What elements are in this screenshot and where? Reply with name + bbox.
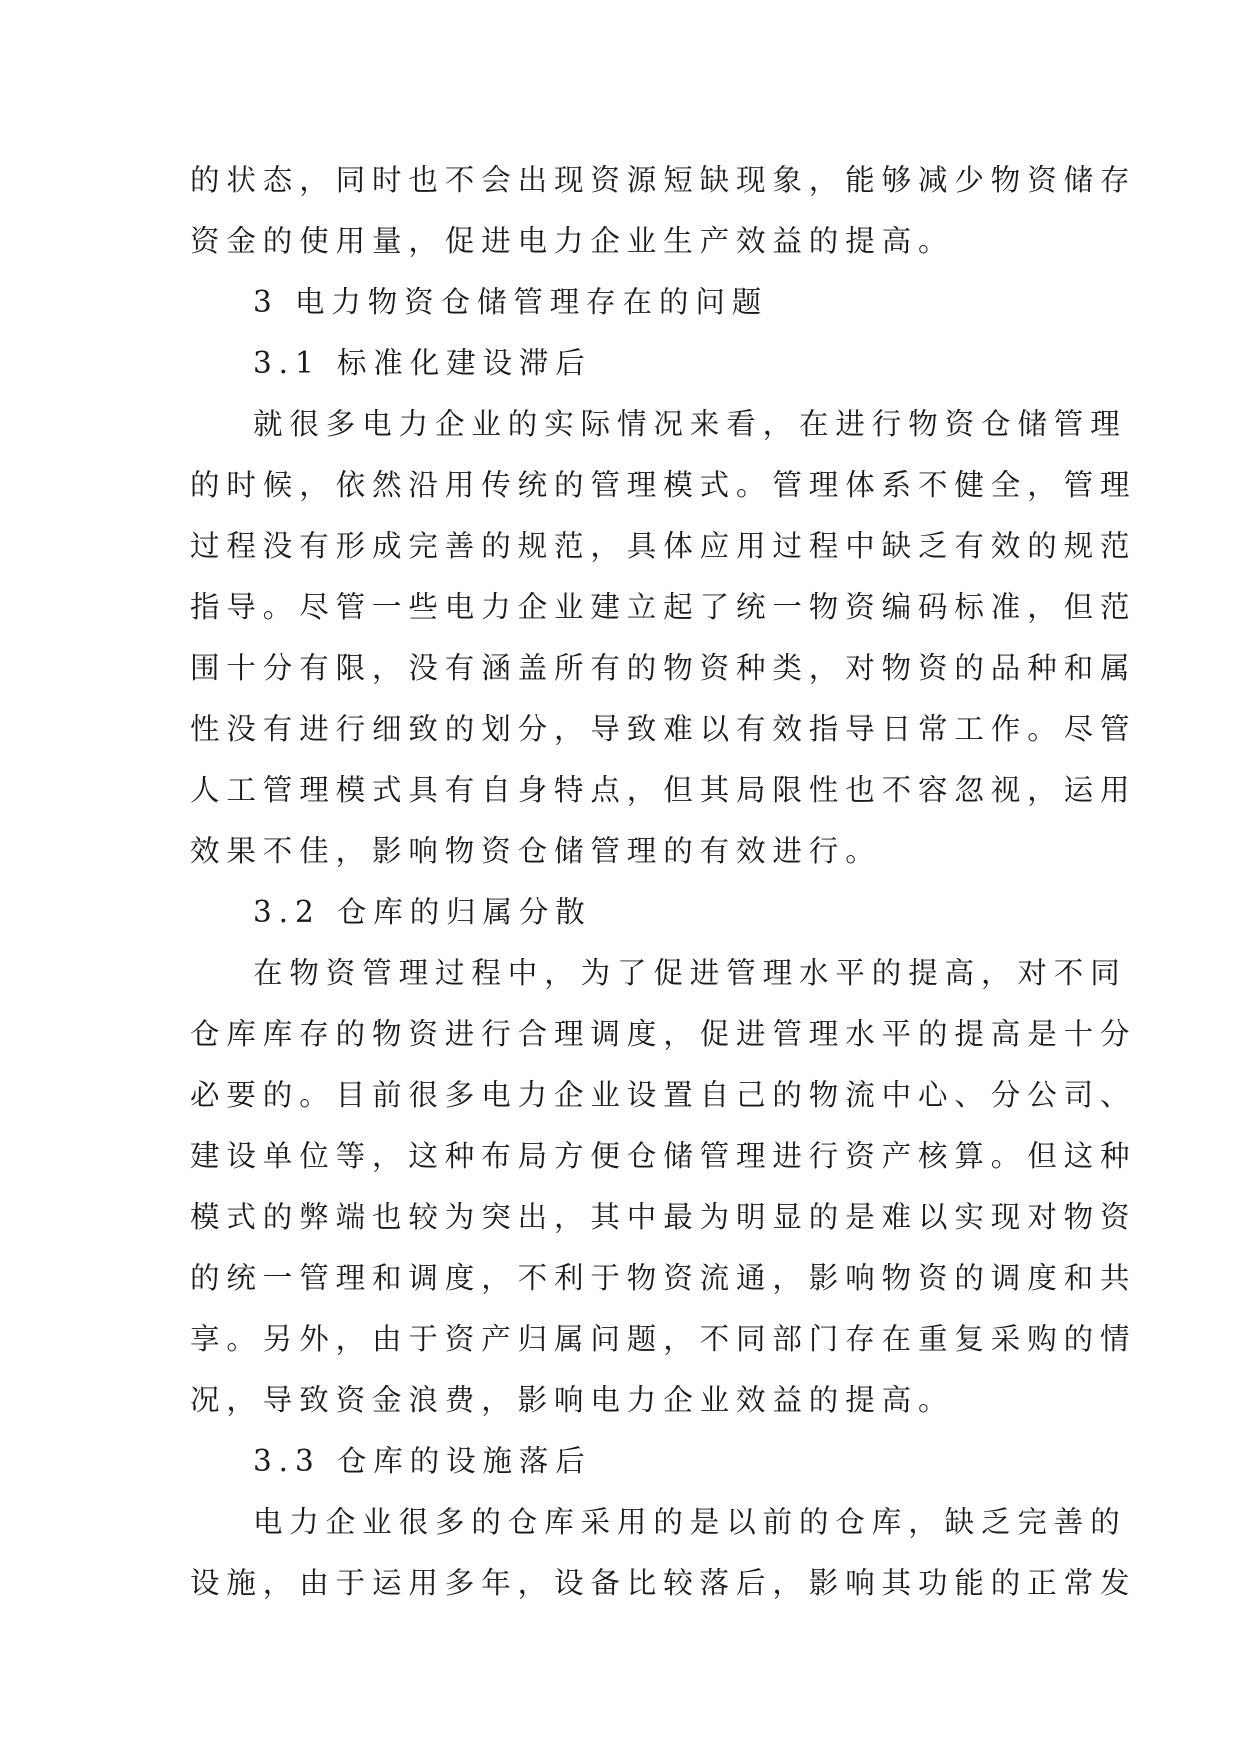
body-text-line: 就很多电力企业的实际情况来看，在进行物资仓储管理 bbox=[253, 407, 1127, 441]
body-text-line: 况，导致资金浪费，影响电力企业效益的提高。 bbox=[190, 1383, 955, 1417]
subsection-heading: 3.3 仓库的设施落后 bbox=[253, 1444, 592, 1478]
body-text-line: 享。另外，由于资产归属问题，不同部门存在重复采购的情 bbox=[190, 1322, 1137, 1356]
body-text-line: 的状态，同时也不会出现资源短缺现象，能够减少物资储存 bbox=[190, 163, 1137, 197]
body-text-line: 模式的弊端也较为突出，其中最为明显的是难以实现对物资 bbox=[190, 1200, 1137, 1234]
body-text-line: 的统一管理和调度，不利于物资流通，影响物资的调度和共 bbox=[190, 1261, 1137, 1295]
body-text-line: 的时候，依然沿用传统的管理模式。管理体系不健全，管理 bbox=[190, 468, 1137, 502]
body-text-line: 必要的。目前很多电力企业设置自己的物流中心、分公司、 bbox=[190, 1078, 1137, 1112]
body-text-line: 指导。尽管一些电力企业建立起了统一物资编码标准，但范 bbox=[190, 590, 1137, 624]
subsection-heading: 3.1 标准化建设滞后 bbox=[253, 346, 592, 380]
subsection-heading: 3.2 仓库的归属分散 bbox=[253, 895, 592, 929]
body-text-line: 设施，由于运用多年，设备比较落后，影响其功能的正常发 bbox=[190, 1566, 1137, 1600]
section-heading: 3 电力物资仓储管理存在的问题 bbox=[253, 285, 769, 319]
body-text-line: 仓库库存的物资进行合理调度，促进管理水平的提高是十分 bbox=[190, 1017, 1137, 1051]
body-text-line: 资金的使用量，促进电力企业生产效益的提高。 bbox=[190, 224, 955, 258]
body-text-line: 围十分有限，没有涵盖所有的物资种类，对物资的品种和属 bbox=[190, 651, 1137, 685]
body-text-line: 电力企业很多的仓库采用的是以前的仓库，缺乏完善的 bbox=[253, 1505, 1127, 1539]
body-text-line: 人工管理模式具有自身特点，但其局限性也不容忽视，运用 bbox=[190, 773, 1137, 807]
body-text-line: 建设单位等，这种布局方便仓储管理进行资产核算。但这种 bbox=[190, 1139, 1137, 1173]
body-text-line: 效果不佳，影响物资仓储管理的有效进行。 bbox=[190, 834, 882, 868]
body-text-line: 性没有进行细致的划分，导致难以有效指导日常工作。尽管 bbox=[190, 712, 1137, 746]
body-text-line: 在物资管理过程中，为了促进管理水平的提高，对不同 bbox=[253, 956, 1127, 990]
body-text-line: 过程没有形成完善的规范，具体应用过程中缺乏有效的规范 bbox=[190, 529, 1137, 563]
